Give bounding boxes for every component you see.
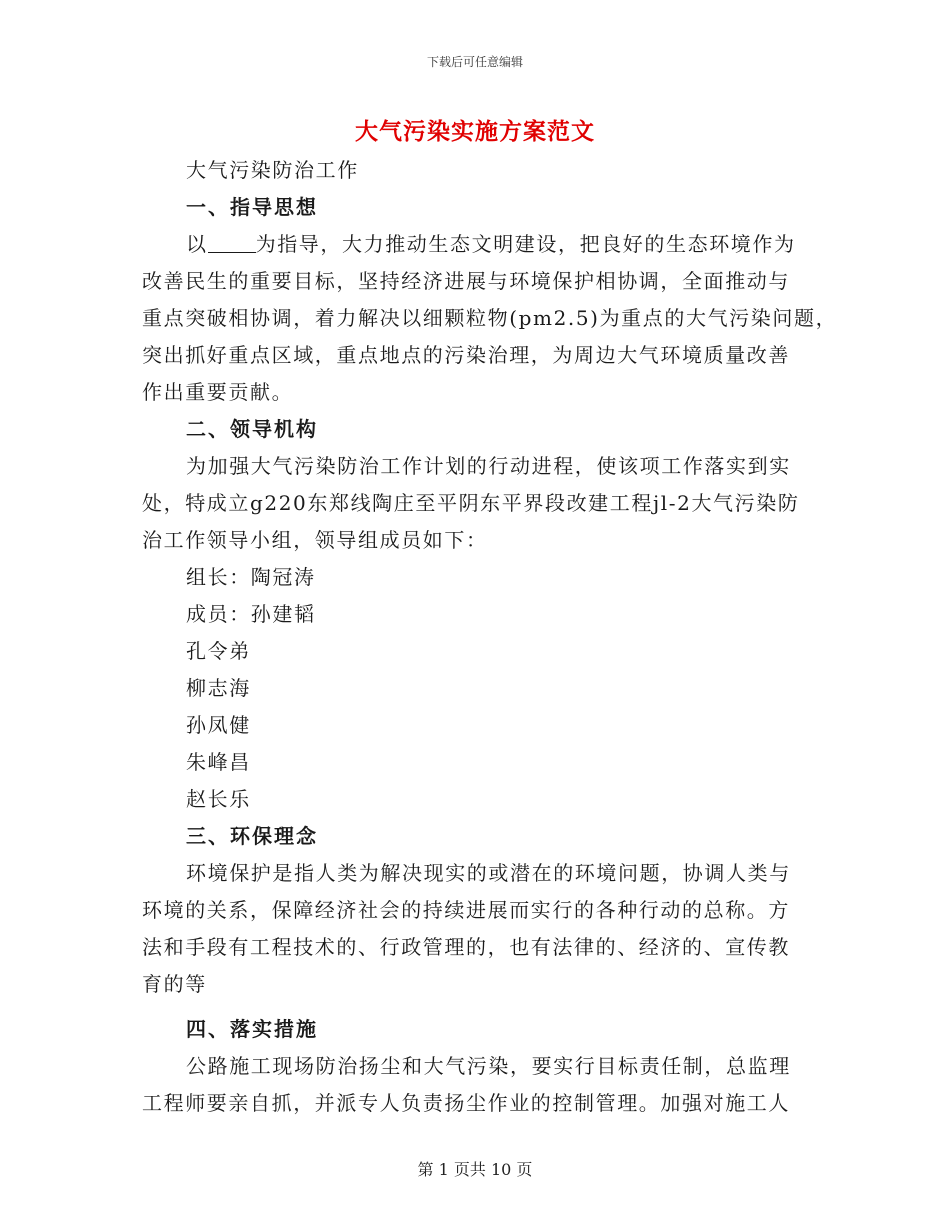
paragraph-line: 治工作领导小组，领导组成员如下：: [142, 528, 488, 552]
member-line: 柳志海: [186, 676, 251, 700]
member-line: 朱峰昌: [186, 750, 251, 774]
member-line: 成员：孙建韬: [186, 602, 316, 626]
text-fragment: 以: [186, 232, 208, 256]
paragraph-line: 改善民生的重要目标，坚持经济进展与环境保护相协调，全面推动与: [142, 269, 790, 293]
paragraph-line: 公路施工现场防治扬尘和大气污染，要实行目标责任制，总监理: [186, 1054, 791, 1078]
paragraph-line: 环境保护是指人类为解决现实的或潜在的环境问题，协调人类与: [186, 861, 791, 885]
section-heading-2: 二、领导机构: [186, 417, 318, 441]
member-line: 孔令弟: [186, 639, 251, 663]
page-header-note: 下载后可任意编辑: [426, 55, 523, 69]
paragraph-line: 重点突破相协调，着力解决以细颗粒物(pm2.5)为重点的大气污染问题，: [142, 306, 838, 330]
paragraph-line: 处，特成立g220东郑线陶庄至平阴东平界段改建工程jl-2大气污染防: [142, 491, 800, 515]
subtitle: 大气污染防治工作: [186, 158, 359, 182]
section-heading-3: 三、环保理念: [186, 824, 318, 848]
document-body: [142, 152, 838, 1122]
paragraph-line: 环境的关系，保障经济社会的持续进展而实行的各种行动的总称。方: [142, 898, 790, 922]
paragraph-line: 工程师要亲自抓，并派专人负责扬尘作业的控制管理。加强对施工人: [142, 1091, 790, 1115]
paragraph-line: 法和手段有工程技术的、行政管理的，也有法律的、经济的、宣传教: [142, 935, 790, 959]
paragraph-line: 突出抓好重点区域，重点地点的污染治理，为周边大气环境质量改善: [142, 343, 790, 367]
member-line: 孙凤健: [186, 713, 251, 737]
document-title: 大气污染实施方案范文: [355, 119, 595, 145]
paragraph-line: 作出重要贡献。: [142, 380, 294, 404]
section-heading-1: 一、指导思想: [186, 195, 318, 219]
paragraph-gap: [142, 1003, 822, 1011]
text-fragment: 为指导，大力推动生态文明建设，把良好的生态环境作为: [255, 232, 796, 256]
fill-in-blank: [208, 230, 256, 253]
paragraph-line: 为加强大气污染防治工作计划的行动进程，使该项工作落实到实: [186, 454, 791, 478]
member-line: 赵长乐: [186, 787, 251, 811]
paragraph-line: 育的等: [142, 972, 207, 996]
section-heading-4: 四、落实措施: [186, 1017, 318, 1041]
member-line: 组长：陶冠涛: [186, 565, 316, 589]
page-number-footer: 第 1 页共 10 页: [417, 1160, 533, 1179]
section-1-line-1: [142, 226, 822, 263]
